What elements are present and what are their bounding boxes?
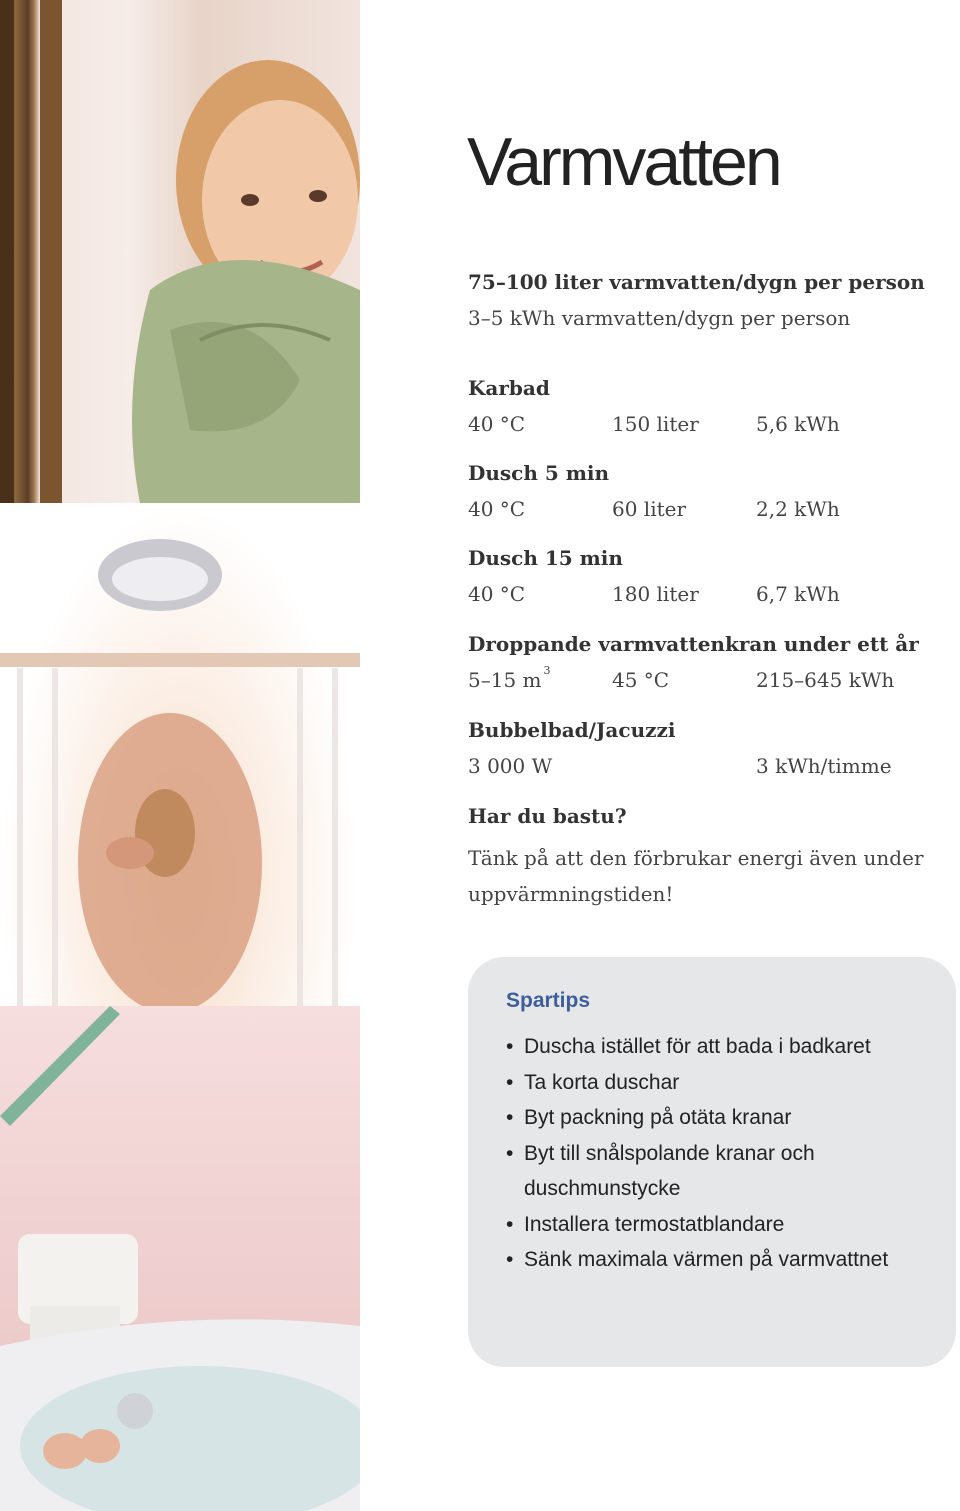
bullet: •: [506, 1070, 514, 1094]
item-energy: 6,7 kWh: [756, 582, 840, 606]
list-item: [506, 1029, 936, 1065]
item-values: [468, 754, 948, 784]
item-temperature: 45 °C: [612, 668, 670, 692]
item-volume: [468, 664, 551, 692]
list-item: [506, 1065, 936, 1101]
item-values: [468, 412, 948, 442]
tip-text: Installera termostatblandare: [524, 1212, 785, 1236]
bath-illustration: [0, 1006, 360, 1511]
sauna-question: Har du bastu?: [468, 804, 627, 828]
item-heading: [468, 718, 948, 748]
photo-child-in-bathtub: [0, 1006, 360, 1511]
intro-kwh: 3–5 kWh varmvatten/dygn per person: [468, 306, 851, 330]
list-item: [506, 1242, 936, 1278]
item-energy: 2,2 kWh: [756, 497, 840, 521]
tips-title: Spartips: [506, 989, 591, 1012]
bullet: •: [506, 1141, 514, 1165]
item-volume: 150 liter: [612, 412, 699, 436]
item-heading: [468, 461, 948, 491]
item-name: Dusch 15 min: [468, 546, 623, 570]
tip-text: Byt packning på otäta kranar: [524, 1106, 792, 1129]
tip-text: Ta korta duschar: [524, 1070, 680, 1094]
cubic-superscript: 3: [543, 664, 551, 677]
tip-text: Duscha istället för att bada i badkaret: [524, 1035, 871, 1058]
item-name: Droppande varmvattenkran under ett år: [468, 632, 919, 656]
child-illustration: [0, 0, 360, 503]
list-item: [506, 1207, 936, 1243]
page-title: Varmvatten: [467, 124, 780, 200]
item-values: [468, 582, 948, 612]
list-item: [506, 1136, 936, 1207]
item-values: [468, 497, 948, 527]
sauna-text: Tänk på att den förbrukar energi även under uppvärmningstiden!: [468, 846, 924, 906]
item-energy: 3 kWh/timme: [756, 754, 892, 778]
bullet: •: [506, 1248, 514, 1271]
item-temperature: 40 °C: [468, 582, 526, 606]
item-values: [468, 664, 948, 698]
list-item: [506, 1100, 936, 1136]
photo-child-in-towel: [0, 0, 360, 503]
item-heading: [468, 546, 948, 576]
item-energy: 215–645 kWh: [756, 668, 895, 692]
savings-tips-box: [468, 957, 956, 1367]
item-name: Karbad: [468, 376, 550, 400]
item-temperature: 40 °C: [468, 497, 526, 521]
item-volume: 180 liter: [612, 582, 699, 606]
photo-column: [0, 0, 360, 1511]
photo-woman-showering: [0, 503, 360, 1006]
tips-list: [506, 1029, 936, 1278]
bullet: •: [506, 1212, 514, 1236]
item-power: 3 000 W: [468, 754, 553, 778]
item-name: Dusch 5 min: [468, 461, 610, 485]
item-name: Bubbelbad/Jacuzzi: [468, 718, 676, 742]
item-volume: 60 liter: [612, 497, 687, 521]
tip-text: Byt till snålspolande kranar och duschmunstycke: [524, 1141, 815, 1200]
bullet: •: [506, 1106, 514, 1129]
bullet: •: [506, 1035, 514, 1058]
tip-text: Sänk maximala värmen på varmvattnet: [524, 1248, 889, 1271]
intro-liters: 75–100 liter varmvatten/dygn per person: [468, 270, 925, 294]
item-heading: [468, 376, 948, 406]
item-volume-value: 5–15 m: [468, 668, 542, 692]
item-energy: 5,6 kWh: [756, 412, 840, 436]
item-heading: [468, 632, 948, 662]
item-temperature: 40 °C: [468, 412, 526, 436]
shower-illustration: [0, 503, 360, 1006]
